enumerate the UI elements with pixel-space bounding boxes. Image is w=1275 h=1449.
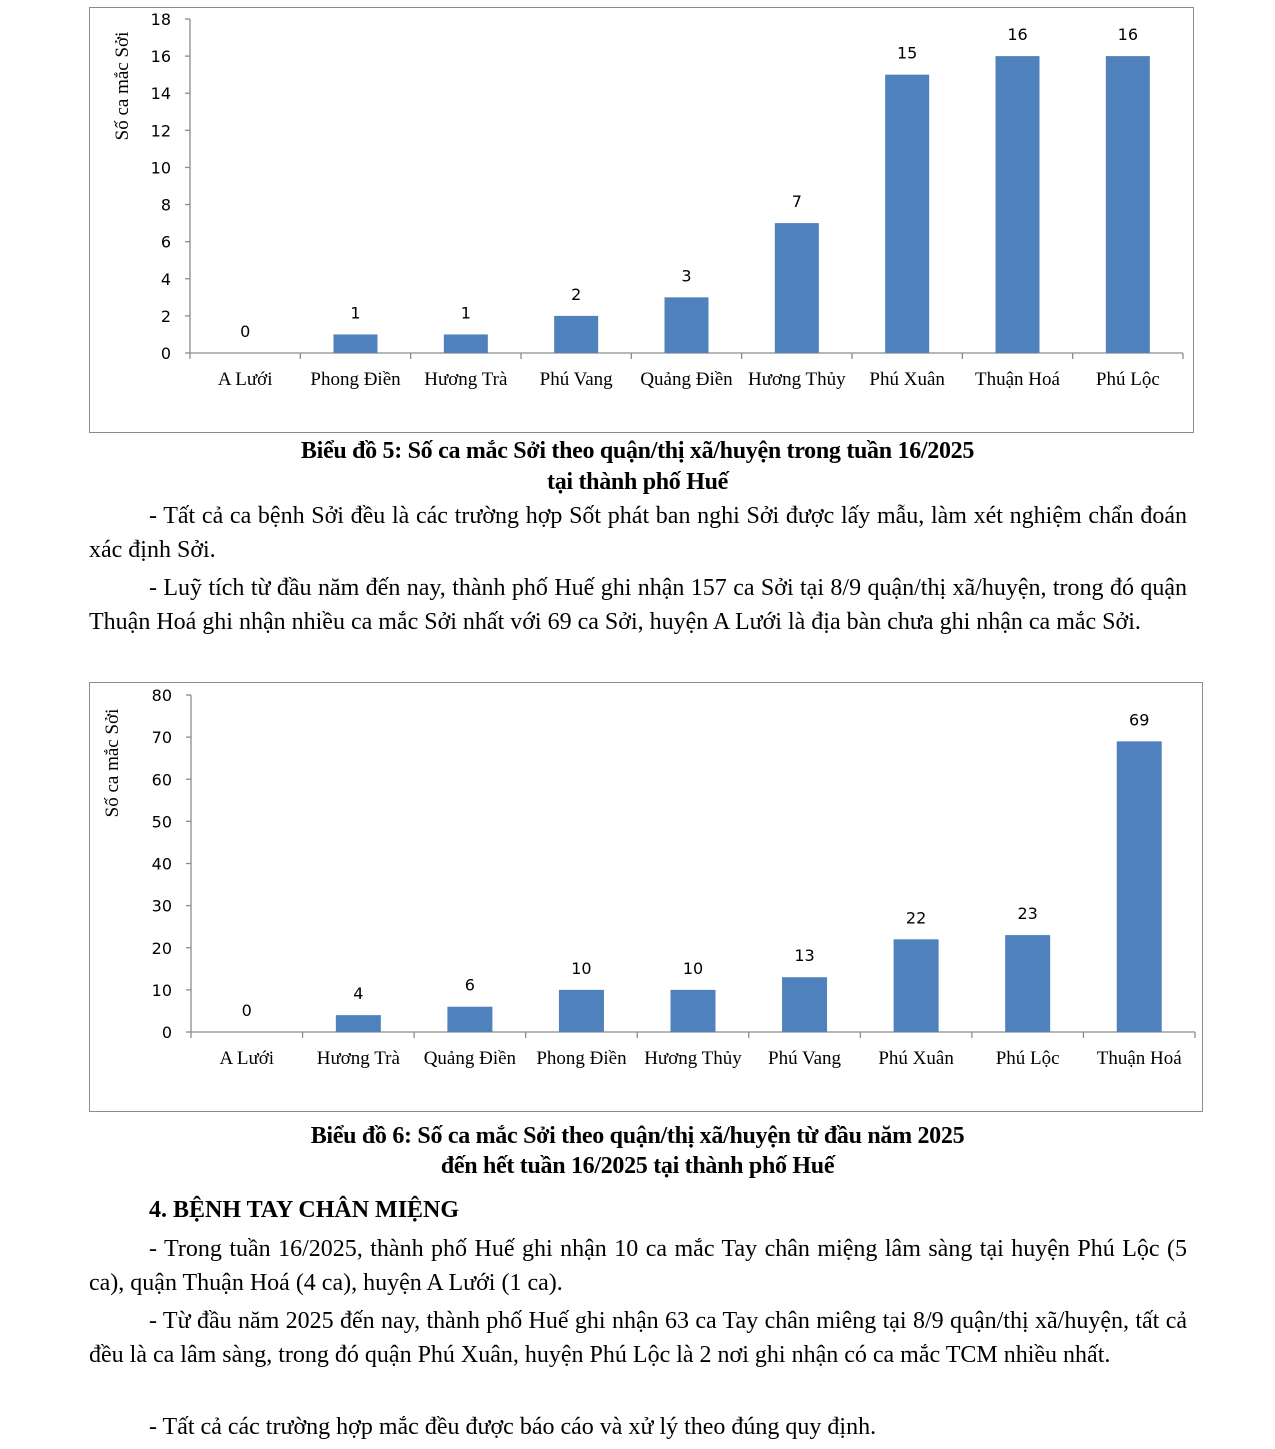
data-label: 7: [791, 192, 802, 212]
y-tick-label: 16: [150, 47, 171, 67]
y-tick-label: 50: [151, 812, 172, 832]
paragraph-hfmd-1: - Trong tuần 16/2025, thành phố Huế ghi nhận 10 ca mắc Tay chân miệng lâm sàng tại huyện Phú Lộc (5 ca), quận Thuận Hoá (4 ca), huyện A Lưới (1 ca).: [89, 1236, 1187, 1296]
y-tick-label: 2: [160, 306, 171, 326]
data-label: 10: [571, 958, 592, 978]
category-label: Phú Xuân: [869, 369, 945, 390]
y-axis-label: Số ca mắc Sởi: [102, 708, 123, 818]
category-label: A Lưới: [219, 1048, 275, 1069]
data-label: 10: [682, 958, 704, 978]
y-tick-label: 6: [160, 232, 171, 252]
category-label: Hương Trà: [424, 369, 508, 390]
category-label: Phú Lộc: [1095, 369, 1160, 390]
y-tick-label: 4: [160, 269, 171, 289]
chart-6-caption-line-1: Biểu đồ 6: Số ca mắc Sởi theo quận/thị xã/huyện từ đầu năm 2025: [310, 1123, 965, 1149]
data-label: 69: [1129, 710, 1150, 730]
bar: [782, 977, 827, 1032]
y-tick-label: 14: [150, 84, 171, 104]
category-label: Hương Thủy: [644, 1048, 742, 1069]
data-label: 0: [240, 322, 251, 341]
paragraph-measles-1: - Tất cả ca bệnh Sởi đều là các trường hợp Sốt phát ban nghi Sởi được lấy mẫu, làm xét nghiệm chẩn đoán xác định Sởi.: [89, 503, 1187, 563]
paragraph-measles-2: - Luỹ tích từ đầu năm đến nay, thành phố Huế ghi nhận 157 ca Sởi tại 8/9 quận/thị xã/huyện, trong đó quận Thuận Hoá ghi nhận nhiều ca mắc Sởi nhất với 69 ca Sởi, huyện A Lưới là địa bàn chưa ghi nhận ca mắc Sởi.: [89, 575, 1187, 635]
data-label: 4: [353, 984, 364, 1004]
category-label: Hương Trà: [316, 1048, 400, 1069]
bar: [1005, 935, 1050, 1032]
y-tick-label: 10: [150, 158, 171, 178]
y-tick-label: 10: [151, 980, 172, 1000]
category-label: Hương Thủy: [748, 369, 846, 390]
y-tick-label: 40: [151, 854, 172, 874]
y-tick-label: 0: [161, 1023, 172, 1042]
y-tick-label: 30: [151, 896, 172, 916]
category-label: Thuận Hoá: [1096, 1048, 1182, 1069]
category-label: Quảng Điền: [423, 1048, 517, 1069]
data-label: 3: [681, 266, 692, 286]
data-label: 2: [571, 284, 582, 304]
data-label: 16: [1007, 25, 1028, 45]
data-label: 16: [1117, 25, 1139, 45]
y-tick-label: 60: [151, 770, 172, 790]
y-tick-label: 18: [150, 10, 171, 29]
y-axis-label: Số ca mắc Sởi: [112, 31, 133, 141]
data-label: 22: [905, 908, 927, 928]
bar: [447, 1007, 492, 1032]
bar: [336, 1015, 381, 1032]
category-label: Phú Vang: [539, 369, 613, 390]
paragraph-hfmd-2: - Từ đầu năm 2025 đến nay, thành phố Huế ghi nhận 63 ca Tay chân miêng tại 8/9 quận/thị xã/huyện, tất cả đều là ca lâm sàng, trong đó quận Phú Xuân, huyện Phú Lộc là 2 nơi ghi nhận có ca mắc TCM nhiều nhất.: [89, 1308, 1187, 1368]
data-label: 1: [460, 303, 471, 323]
data-label: 1: [350, 303, 361, 323]
data-label: 6: [464, 975, 475, 995]
data-label: 13: [794, 946, 815, 966]
category-label: Quảng Điền: [640, 369, 733, 390]
data-label: 15: [896, 43, 918, 63]
chart-6-caption-line-2: đến hết tuần 16/2025 tại thành phố Huế: [440, 1153, 835, 1179]
y-tick-label: 8: [160, 195, 171, 215]
category-label: Phong Điền: [310, 369, 401, 390]
category-label: Phong Điền: [536, 1048, 627, 1069]
bar: [894, 939, 939, 1032]
category-label: Thuận Hoá: [975, 369, 1060, 390]
category-label: Phú Xuân: [878, 1048, 954, 1069]
chart-5-caption-line-2: tại thành phố Huế: [547, 469, 728, 495]
category-label: Phú Lộc: [995, 1048, 1060, 1069]
category-label: A Lưới: [217, 369, 273, 390]
y-tick-label: 0: [160, 344, 171, 363]
y-tick-label: 80: [151, 686, 172, 705]
bar: [1117, 741, 1162, 1032]
data-label: 23: [1017, 904, 1038, 924]
y-tick-label: 20: [151, 938, 172, 958]
paragraph-hfmd-3: - Tất cả các trường hợp mắc đều được báo cáo và xử lý theo đúng quy định.: [149, 1414, 877, 1440]
y-tick-label: 70: [151, 728, 172, 748]
category-label: Phú Vang: [768, 1048, 842, 1069]
y-tick-label: 12: [150, 121, 171, 141]
bar: [559, 990, 604, 1032]
data-label: 0: [241, 1001, 252, 1020]
chart-5-caption-line-1: Biểu đồ 5: Số ca mắc Sởi theo quận/thị xã/huyện trong tuần 16/2025: [300, 438, 975, 464]
bar: [671, 990, 716, 1032]
section-heading-hfmd: 4. BỆNH TAY CHÂN MIỆNG: [149, 1197, 460, 1223]
